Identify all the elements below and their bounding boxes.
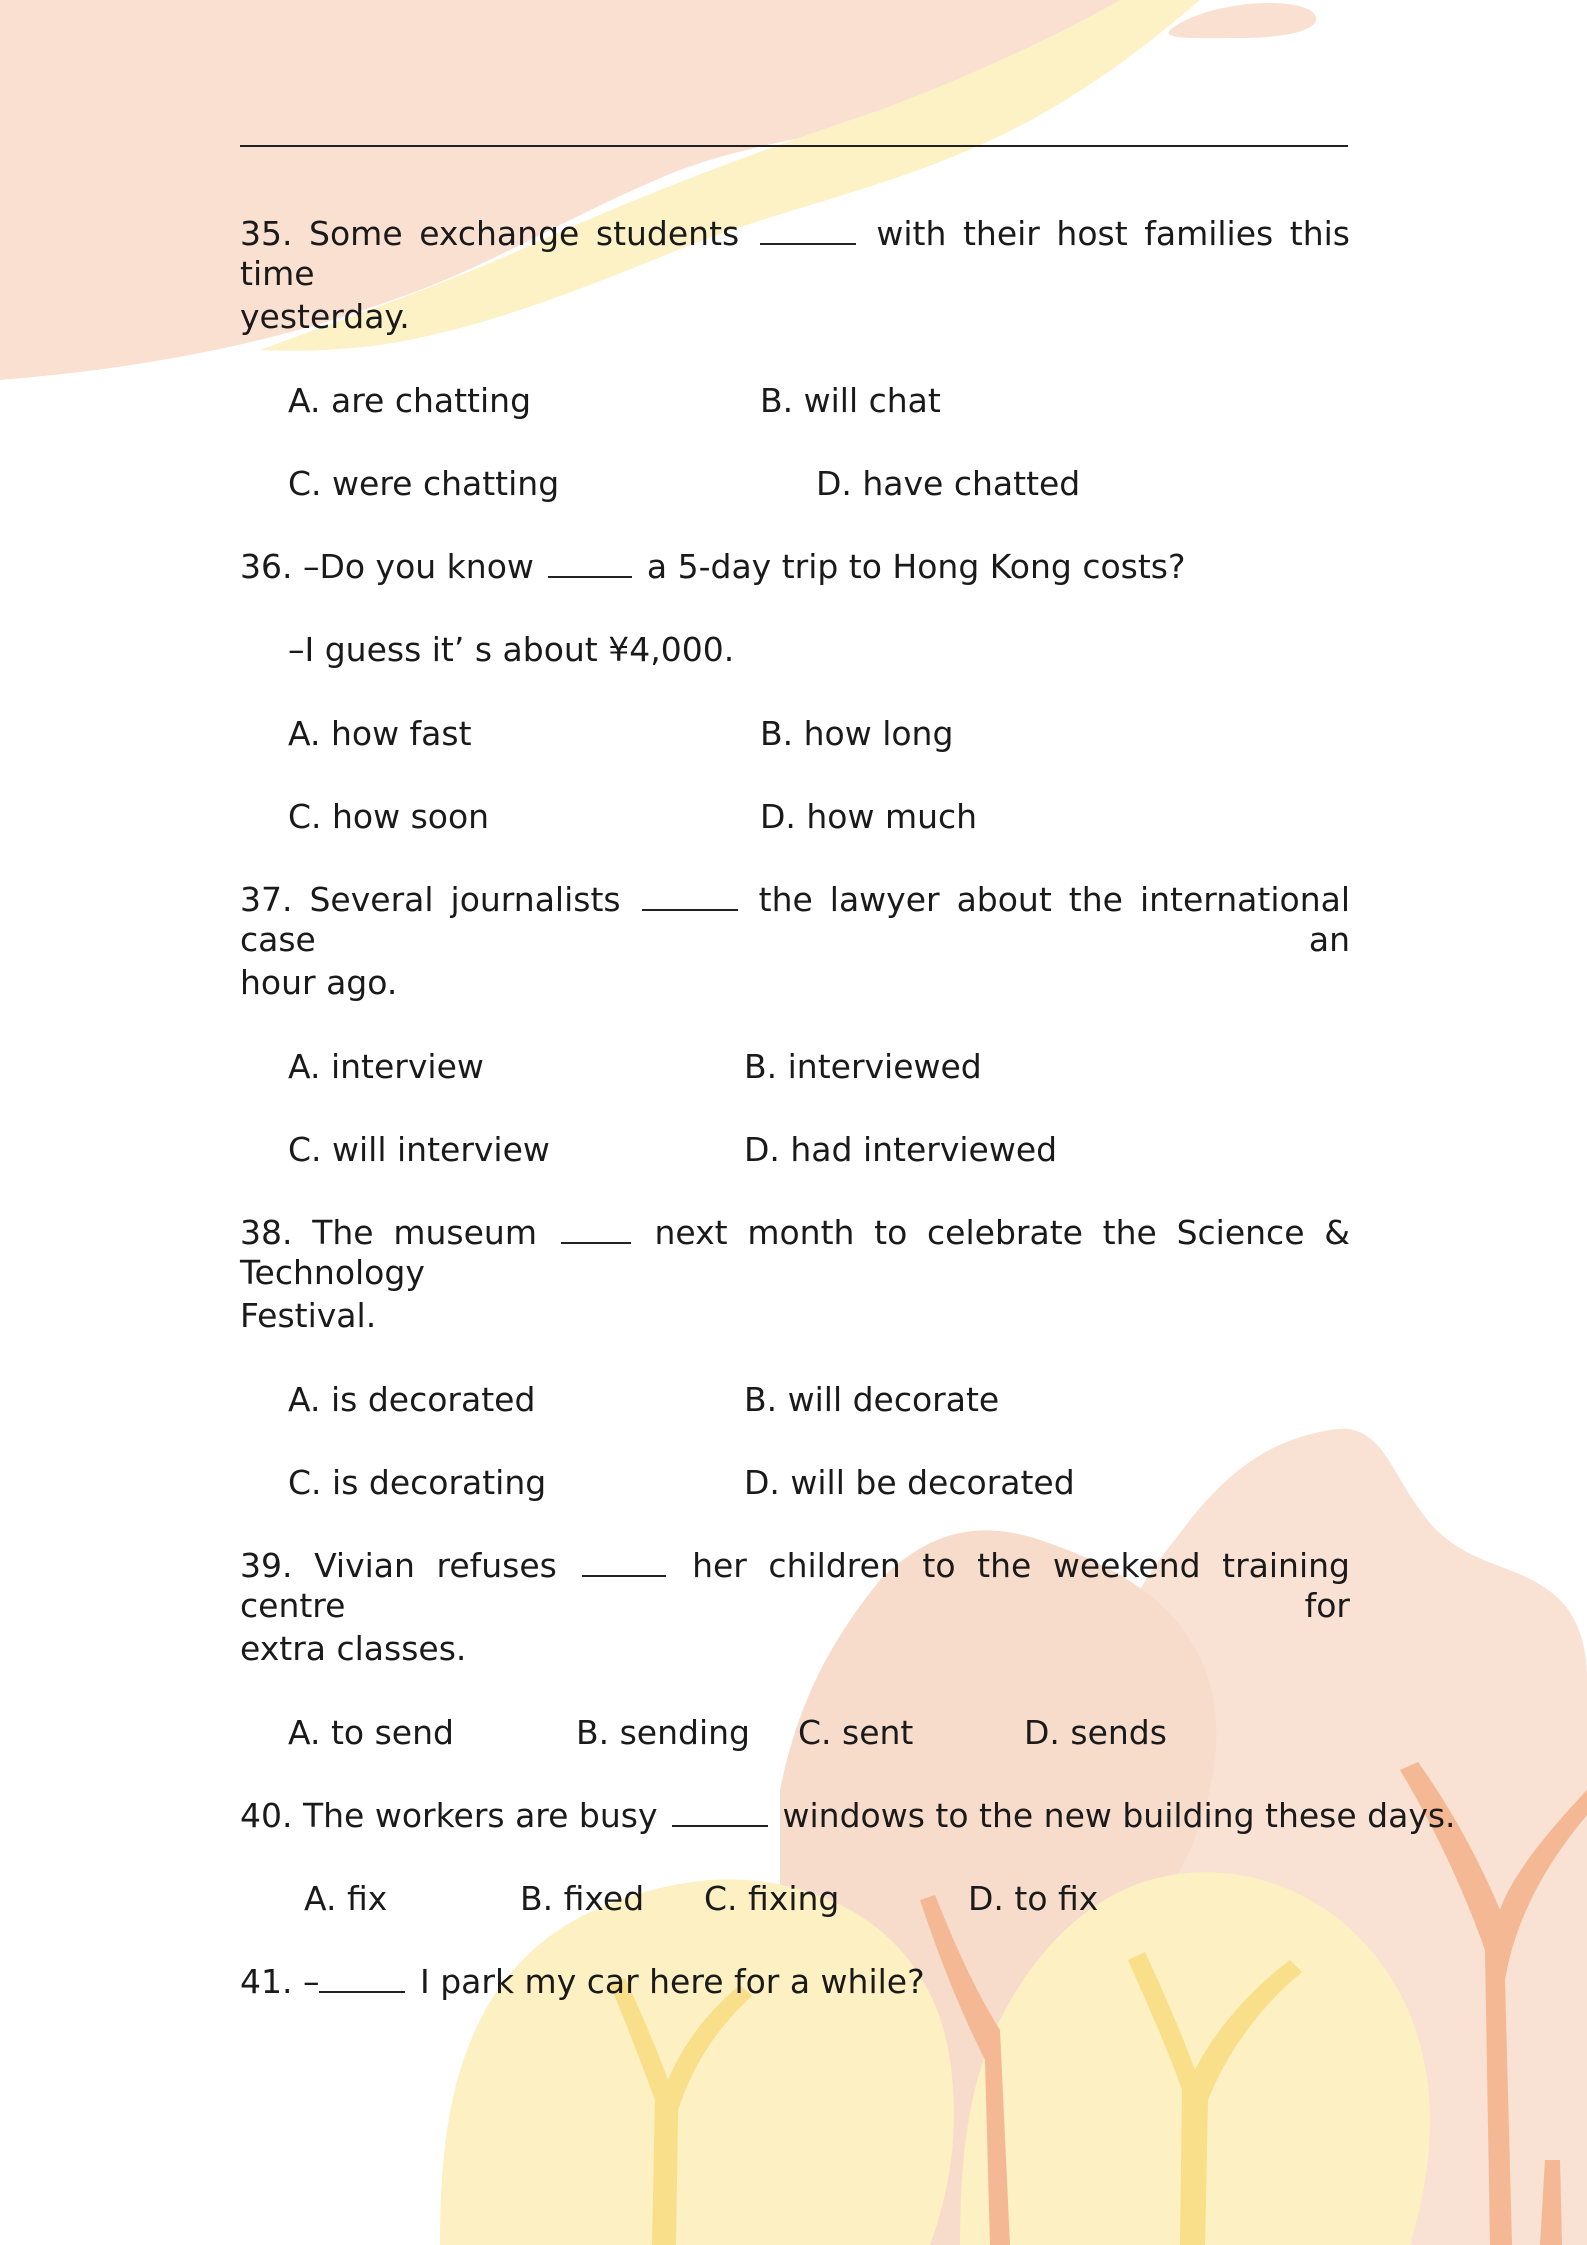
- question-41-stem: [240, 1962, 925, 2002]
- question-37-stem: [240, 880, 1350, 960]
- q38-blank[interactable]: [561, 1216, 631, 1244]
- q37-option-c[interactable]: C. will interview: [288, 1130, 550, 1169]
- q36-option-b[interactable]: B. how long: [760, 714, 954, 753]
- q38-option-b[interactable]: B. will decorate: [744, 1380, 1000, 1419]
- question-35-continuation: yesterday.: [240, 297, 410, 336]
- q35-option-c[interactable]: C. were chatting: [288, 464, 560, 503]
- q39-option-b[interactable]: B. sending: [576, 1713, 751, 1752]
- q40-text-after: windows to the new building these days.: [782, 1796, 1456, 1835]
- q36-option-c[interactable]: C. how soon: [288, 797, 490, 836]
- q35-option-a[interactable]: A. are chatting: [288, 381, 532, 420]
- header-rule: [240, 145, 1348, 147]
- q40-option-a[interactable]: A. fix: [304, 1879, 388, 1918]
- q37-option-a[interactable]: A. interview: [288, 1047, 484, 1086]
- q35-option-d[interactable]: D. have chatted: [816, 464, 1081, 503]
- q39-text-before: 39. Vivian refuses: [240, 1546, 557, 1585]
- q35-blank[interactable]: [760, 217, 856, 245]
- q35-text-before: 35. Some exchange students: [240, 214, 740, 253]
- q41-text-after: I park my car here for a while?: [419, 1962, 925, 2001]
- q39-text-after: her children to the weekend training centre for: [240, 1546, 1350, 1625]
- q41-blank[interactable]: [319, 1965, 405, 1993]
- q40-option-b[interactable]: B. fixed: [520, 1879, 645, 1918]
- q36-text-after: a 5-day trip to Hong Kong costs?: [646, 547, 1186, 586]
- question-40-stem: [240, 1796, 1456, 1836]
- q40-blank[interactable]: [672, 1799, 768, 1827]
- question-37-continuation: hour ago.: [240, 963, 398, 1002]
- q36-option-d[interactable]: D. how much: [760, 797, 978, 836]
- question-35-stem: [240, 214, 1350, 294]
- q38-text-after: next month to celebrate the Science & Technology: [240, 1213, 1350, 1292]
- q39-blank[interactable]: [582, 1549, 666, 1577]
- q37-blank[interactable]: [642, 883, 738, 911]
- q39-option-a[interactable]: A. to send: [288, 1713, 454, 1752]
- q41-text-before: 41. –: [240, 1962, 320, 2001]
- q37-option-b[interactable]: B. interviewed: [744, 1047, 982, 1086]
- q36-blank[interactable]: [548, 550, 632, 578]
- q38-option-d[interactable]: D. will be decorated: [744, 1463, 1075, 1502]
- q38-text-before: 38. The museum: [240, 1213, 537, 1252]
- q40-option-c[interactable]: C. fixing: [704, 1879, 840, 1918]
- q40-text-before: 40. The workers are busy: [240, 1796, 658, 1835]
- q35-option-b[interactable]: B. will chat: [760, 381, 941, 420]
- question-38-continuation: Festival.: [240, 1296, 377, 1335]
- q38-option-a[interactable]: A. is decorated: [288, 1380, 536, 1419]
- q35-text-after: with their host families this time: [240, 214, 1350, 293]
- q37-text-after: the lawyer about the international case an: [240, 880, 1350, 959]
- question-38-stem: [240, 1213, 1350, 1293]
- q37-option-d[interactable]: D. had interviewed: [744, 1130, 1058, 1169]
- question-36-reply: –I guess it’ s about ¥4,000.: [288, 630, 735, 669]
- question-39-continuation: extra classes.: [240, 1629, 467, 1668]
- q39-option-c[interactable]: C. sent: [798, 1713, 914, 1752]
- q39-option-d[interactable]: D. sends: [1024, 1713, 1167, 1752]
- q40-option-d[interactable]: D. to fix: [968, 1879, 1099, 1918]
- question-36-stem: [240, 547, 1186, 587]
- question-39-stem: [240, 1546, 1350, 1626]
- q36-text-before: 36. –Do you know: [240, 547, 534, 586]
- q38-option-c[interactable]: C. is decorating: [288, 1463, 547, 1502]
- q36-option-a[interactable]: A. how fast: [288, 714, 472, 753]
- q37-text-before: 37. Several journalists: [240, 880, 621, 919]
